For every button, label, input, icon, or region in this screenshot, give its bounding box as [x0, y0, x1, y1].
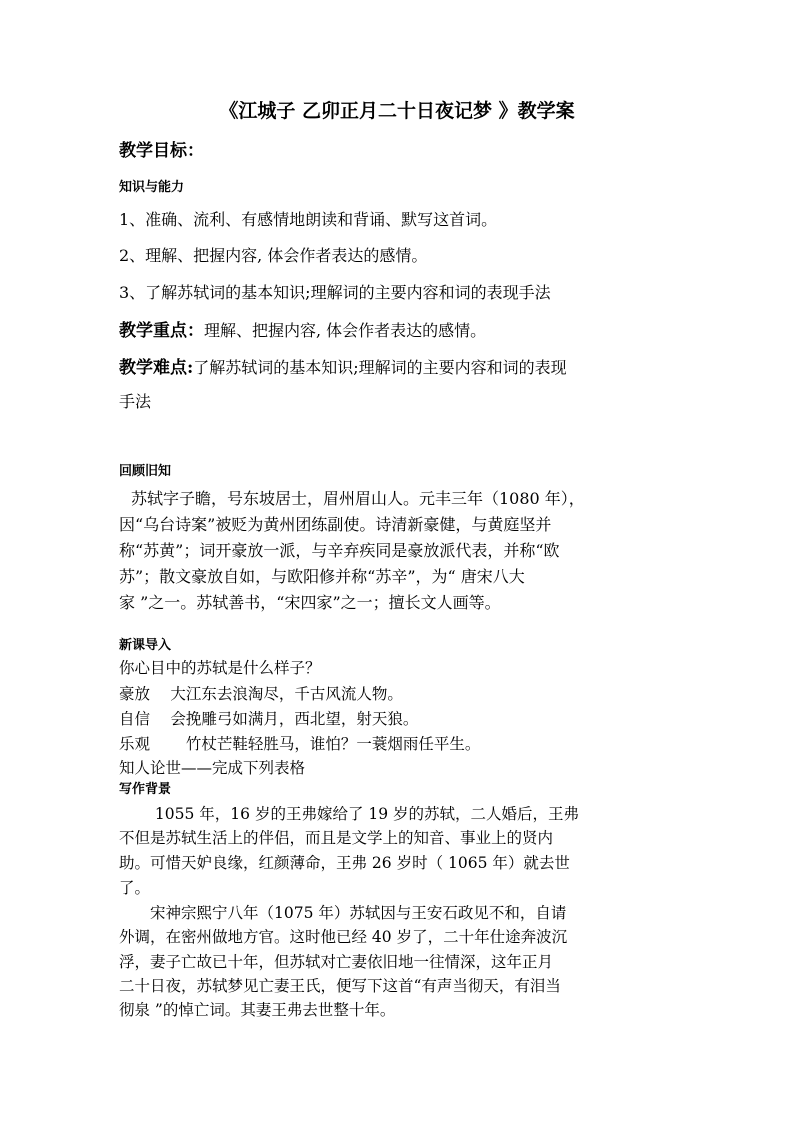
background-line-1: 1055 年，16 岁的王弗嫁给了 19 岁的苏轼，二人婚后，王弗 [119, 805, 580, 823]
review-line-3: 称“苏黄”；词开豪放一派，与辛弃疾同是豪放派代表，并称“欧 [119, 541, 560, 560]
background-line-2: 不但是苏轼生活上的伴侣，而且是文学上的知音、事业上的贤内 [119, 829, 554, 847]
review-line-1: 苏轼字子瞻，号东坡居士，眉州眉山人。元丰三年（1080 年）， [131, 489, 585, 508]
background-heading: 写作背景 [119, 782, 172, 797]
key-point-text: 理解、把握内容, 体会作者表达的感情。 [204, 321, 487, 340]
difficulty-text-line2: 手法 [119, 392, 152, 411]
objectives-heading: 教学目标： [119, 141, 204, 161]
objectives-subheading: 知识与能力 [119, 180, 185, 195]
intro-line-1: 你心目中的苏轼是什么样子？ [119, 659, 321, 677]
review-heading: 回顾旧知 [119, 464, 172, 479]
difficulty-label: 教学难点: [119, 358, 194, 378]
background-line-6: 外调，在密州做地方官。这时他已经 40 岁了，二十年仕途奔波沉 [119, 928, 568, 946]
objective-item-1: 1、准确、流利、有感情地朗读和背诵、默写这首词。 [119, 210, 498, 229]
background-line-8: 二十日夜，苏轼梦见亡妻王氏，便写下这首“有声当彻天，有泪当 [119, 977, 561, 995]
review-line-2: 因“乌台诗案”被贬为黄州团练副使。诗清新豪健，与黄庭坚并 [119, 515, 552, 534]
difficulty-point [119, 353, 679, 378]
background-line-9: 彻泉 ”的悼亡词。其妻王弗去世整十年。 [119, 1001, 396, 1019]
difficulty-text-line1: 了解苏轼词的基本知识;理解词的主要内容和词的表现 [193, 358, 567, 377]
background-line-4: 了。 [119, 879, 151, 897]
key-point [119, 316, 679, 341]
intro-line-2: 豪放 大江东去浪淘尽，千古风流人物。 [119, 685, 403, 703]
background-line-7: 浮，妻子亡故已十年，但苏轼对亡妻依旧地一往情深，这年正月 [119, 953, 554, 971]
review-line-4: 苏”；散文豪放自如，与欧阳修并称“苏辛”，为“ 唐宋八大 [119, 567, 525, 586]
key-point-label: 教学重点： [119, 321, 204, 341]
review-line-5: 家 ”之一。苏轼善书，“宋四家”之一；擅长文人画等。 [119, 593, 501, 612]
intro-line-5: 知人论世——完成下列表格 [119, 759, 306, 777]
intro-line-3: 自信 会挽雕弓如满月，西北望，射天狼。 [119, 710, 419, 728]
background-line-3: 助。可惜天妒良缘，红颜薄命，王弗 26 岁时（ 1065 年）就去世 [119, 854, 570, 872]
intro-heading: 新课导入 [119, 638, 172, 653]
background-line-5: 宋神宗熙宁八年（1075 年）苏轼因与王安石政见不和，自请 [119, 904, 567, 922]
objective-item-2: 2、理解、把握内容, 体会作者表达的感情。 [119, 246, 428, 265]
document-title: 《江城子 乙卯正月二十日夜记梦 》教学案 [219, 100, 575, 122]
objective-item-3: 3、了解苏轼词的基本知识;理解词的主要内容和词的表现手法 [119, 283, 551, 302]
intro-line-4: 乐观 竹杖芒鞋轻胜马，谁怕？一蓑烟雨任平生。 [119, 735, 481, 753]
